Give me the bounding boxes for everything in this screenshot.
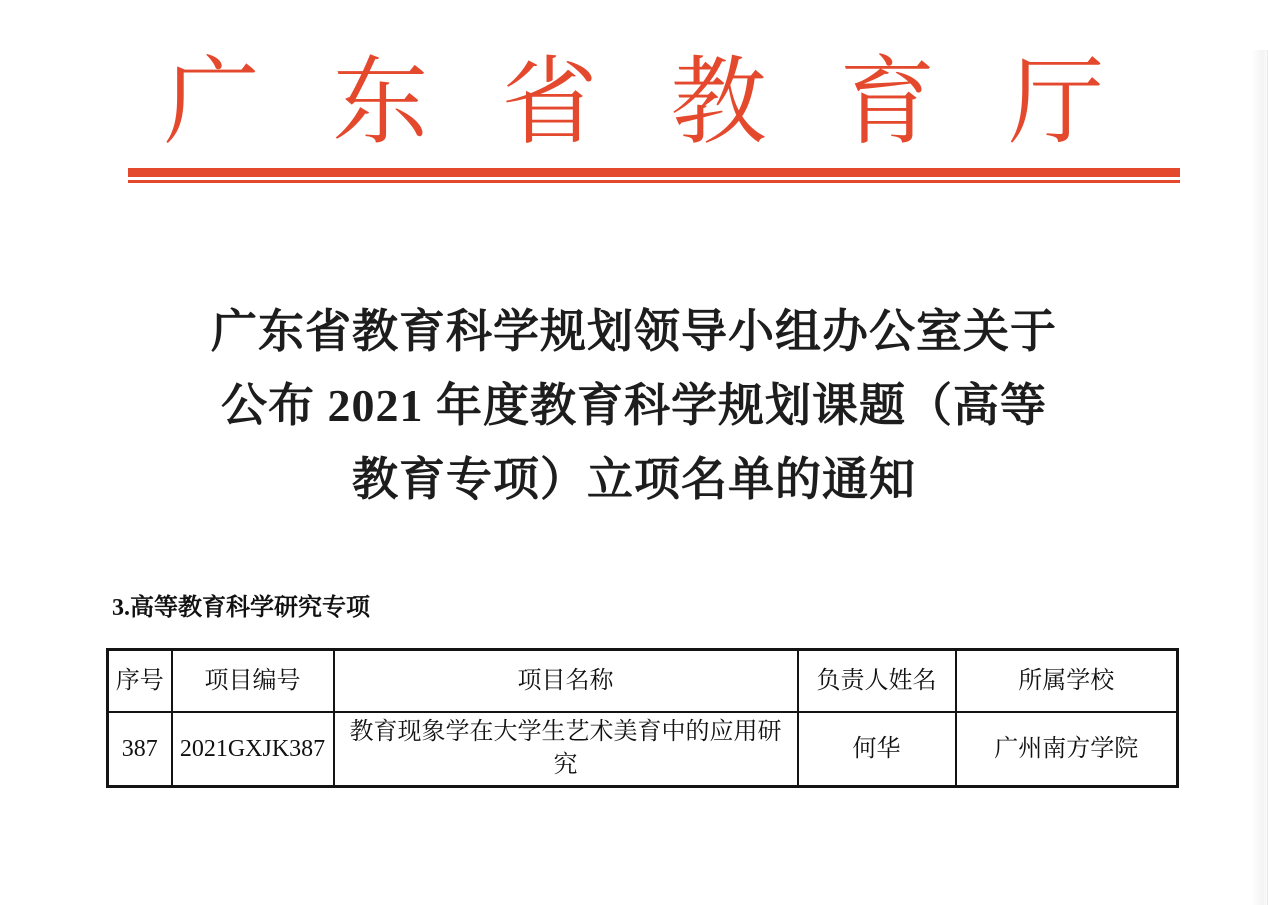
notice-title bbox=[0, 295, 1268, 517]
cell-school: 广州南方学院 bbox=[956, 712, 1178, 786]
letterhead-divider bbox=[128, 168, 1180, 183]
table-header-row bbox=[108, 649, 1178, 712]
document-page bbox=[0, 50, 1268, 905]
header-leader: 负责人姓名 bbox=[798, 649, 956, 712]
header-code: 项目编号 bbox=[172, 649, 334, 712]
divider-thick-line bbox=[128, 168, 1180, 177]
section-label: 3.高等教育科学研究专项 bbox=[112, 594, 370, 621]
cell-code: 2021GXJK387 bbox=[172, 712, 334, 786]
letterhead-title: 广东省教育厅 bbox=[163, 49, 1178, 156]
cell-name: 教育现象学在大学生艺术美育中的应用研究 bbox=[334, 712, 798, 786]
table-row bbox=[108, 712, 1178, 786]
notice-title-line-2: 公布 2021 年度教育科学规划课题（高等 bbox=[221, 379, 1047, 431]
cell-seq: 387 bbox=[108, 712, 172, 786]
header-name: 项目名称 bbox=[334, 649, 798, 712]
notice-title-line-1: 广东省教育科学规划领导小组办公室关于 bbox=[211, 305, 1057, 357]
header-seq: 序号 bbox=[108, 649, 172, 712]
cell-leader: 何华 bbox=[798, 712, 956, 786]
projects-table bbox=[106, 648, 1179, 788]
divider-thin-line bbox=[128, 180, 1180, 183]
notice-title-line-3: 教育专项）立项名单的通知 bbox=[352, 453, 916, 505]
header-school: 所属学校 bbox=[956, 649, 1178, 712]
